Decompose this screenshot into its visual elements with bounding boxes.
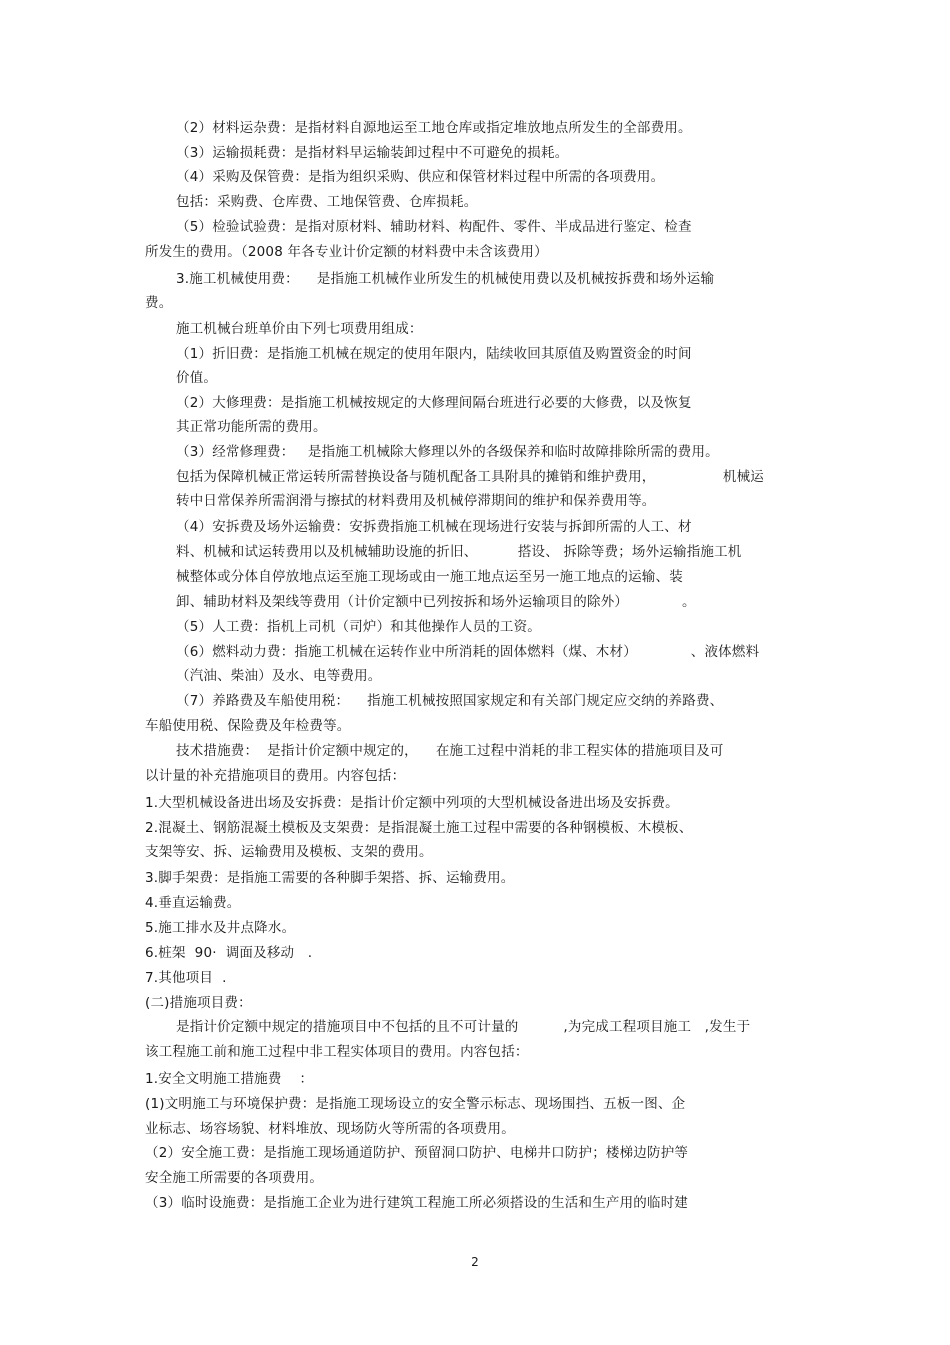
text-line: 1.大型机械设备进出场及安拆费：是指计价定额中列项的大型机械设备进出场及安拆费。 <box>145 795 679 811</box>
text-line: 其正常功能所需的费用。 <box>176 419 327 435</box>
text-line: 3.施工机械使用费： 是指施工机械作业所发生的机械使用费以及机械按拆费和场外运输 <box>176 271 715 287</box>
text-line: （3）经常修理费： 是指施工机械除大修理以外的各级保养和临时故障排除所需的费用。 <box>176 444 719 460</box>
text-line: （7）养路费及车船使用税： 指施工机械按照国家规定和有关部门规定应交纳的养路费、 <box>176 693 724 709</box>
text-line: 技术措施费： 是指计价定额中规定的， 在施工过程中消耗的非工程实体的措施项目及可 <box>176 743 724 759</box>
text-line: 3.脚手架费：是指施工需要的各种脚手架搭、拆、运输费用。 <box>145 870 515 886</box>
text-line: （4）安拆费及场外运输费：安拆费指施工机械在现场进行安装与拆卸所需的人工、材 <box>176 519 692 535</box>
text-line: 料、机械和试运转费用以及机械辅助设施的折旧、 搭设、 拆除等费；场外运输指施工机 <box>176 544 742 560</box>
text-line: （3）临时设施费：是指施工企业为进行建筑工程施工所必须搭设的生活和生产用的临时建 <box>145 1195 689 1211</box>
page-number: 2 <box>471 1255 479 1269</box>
text-line: (二)措施项目费： <box>145 995 252 1011</box>
text-line: （5）检验试验费：是指对原材料、辅助材料、构配件、零件、半成品进行鉴定、检查 <box>176 219 692 235</box>
text-line: 所发生的费用。（2008 年各专业计价定额的材料费中未含该费用） <box>145 244 548 260</box>
text-line: 业标志、场容场貌、材料堆放、现场防火等所需的各项费用。 <box>145 1121 515 1137</box>
text-line: （5）人工费：指机上司机（司炉）和其他操作人员的工资。 <box>176 619 541 635</box>
text-line: 车船使用税、保险费及年检费等。 <box>145 718 351 734</box>
text-line: (1)文明施工与环境保护费：是指施工现场设立的安全警示标志、现场围挡、五板一图、企 <box>145 1096 686 1112</box>
text-line: 价值。 <box>176 370 218 386</box>
text-line: 卸、辅助材料及架线等费用（计价定额中已列按拆和场外运输项目的除外） 。 <box>176 594 696 610</box>
text-line: 该工程施工前和施工过程中非工程实体项目的费用。内容包括： <box>145 1044 529 1060</box>
text-line: （1）折旧费：是指施工机械在规定的使用年限内，陆续收回其原值及购置资金的时间 <box>176 346 692 362</box>
text-line: 包括：采购费、仓库费、工地保管费、仓库损耗。 <box>176 194 478 210</box>
text-line: 1.安全文明施工措施费 ： <box>145 1071 314 1087</box>
text-line: （2）材料运杂费：是指材料自源地运至工地仓库或指定堆放地点所发生的全部费用。 <box>176 120 692 136</box>
text-line: 械整体或分体自停放地点运至施工现场或由一施工地点运至另一施工地点的运输、装 <box>176 569 683 585</box>
text-line: （2）大修理费：是指施工机械按规定的大修理间隔台班进行必要的大修费，以及恢复 <box>176 395 692 411</box>
text-line: （汽油、柴油）及水、电等费用。 <box>176 668 382 684</box>
text-line: 以计量的补充措施项目的费用。内容包括： <box>145 768 406 784</box>
text-line: 7.其他项目 . <box>145 970 227 986</box>
text-line: （4）采购及保管费：是指为组织采购、供应和保管材料过程中所需的各项费用。 <box>176 169 665 185</box>
text-line: （6）燃料动力费：指施工机械在运转作业中所消耗的固体燃料（煤、木材） 、液体燃料 <box>176 644 760 660</box>
text-line: 4.垂直运输费。 <box>145 895 241 911</box>
text-line: 6.桩架 90· 调面及移动 . <box>145 945 313 961</box>
text-line: 支架等安、拆、运输费用及模板、支架的费用。 <box>145 844 433 860</box>
text-line: 5.施工排水及井点降水。 <box>145 920 296 936</box>
text-line: 2.混凝土、钢筋混凝土模板及支架费：是指混凝土施工过程中需要的各种钢模板、木模板、 <box>145 820 693 836</box>
text-line: 施工机械台班单价由下列七项费用组成： <box>176 321 423 337</box>
text-line: 费。 <box>145 295 173 311</box>
text-line: 安全施工所需要的各项费用。 <box>145 1170 324 1186</box>
text-line: 转中日常保养所需润滑与擦拭的材料费用及机械停滞期间的维护和保养费用等。 <box>176 493 656 509</box>
text-line: 包括为保障机械正常运转所需替换设备与随机配备工具附具的摊销和维护费用， 机械运 <box>176 469 764 485</box>
text-line: （3）运输损耗费：是指材料早运输装卸过程中不可避免的损耗。 <box>176 145 569 161</box>
text-line: （2）安全施工费：是指施工现场通道防护、预留洞口防护、电梯井口防护；楼梯边防护等 <box>145 1145 689 1161</box>
text-line: 是指计价定额中规定的措施项目中不包括的且不可计量的 ,为完成工程项目施工 ,发生于 <box>176 1019 751 1035</box>
